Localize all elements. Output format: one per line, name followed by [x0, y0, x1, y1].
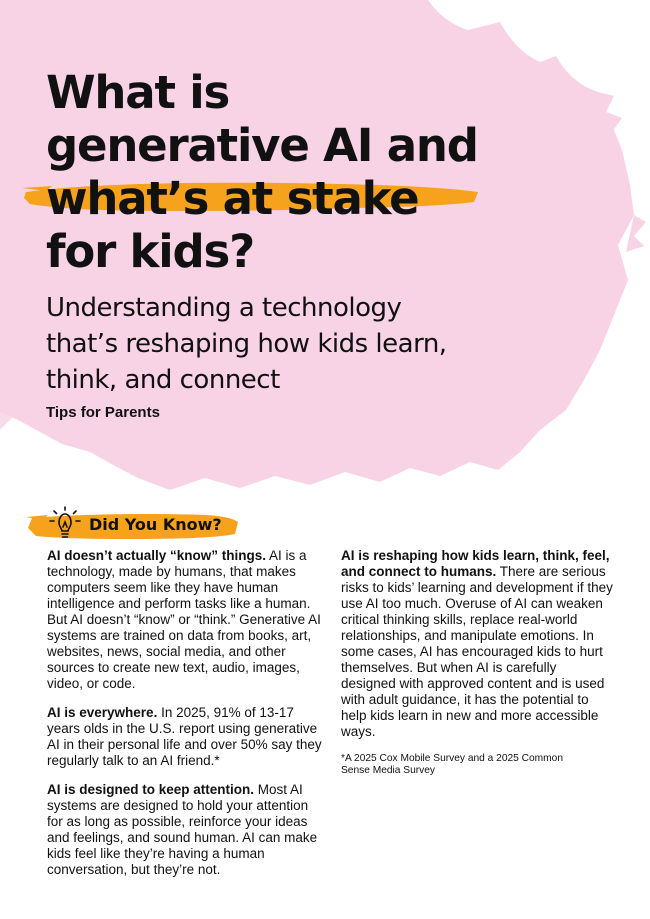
fact-paragraph — [47, 548, 325, 692]
fact-body: Most AI systems are designed to hold your attention for as long as possible, reinforce your ideas and feelings, and sound human. AI can make kids feel like they’re having a human conversation, but they’re not. — [47, 782, 318, 877]
title-line: what’s at stake — [46, 172, 419, 225]
title-line: generative AI and — [46, 119, 478, 172]
page-subtitle: Understanding a technology that’s reshaping how kids learn, think, and connect — [46, 293, 447, 395]
fact-lead: AI is reshaping how kids learn, think, feel, and connect to humans. — [341, 548, 610, 579]
tips-label: Tips for Parents — [46, 404, 160, 421]
fact-paragraph — [47, 705, 325, 769]
fact-lead: AI doesn’t actually “know” things. — [47, 548, 267, 563]
title-line: for kids? — [46, 225, 255, 278]
right-column — [341, 548, 613, 777]
fact-lead: AI is designed to keep attention. — [47, 782, 255, 797]
survey-footnote: *A 2025 Cox Mobile Survey and a 2025 Common Sense Media Survey — [341, 753, 563, 776]
fact-body: AI is a technology, made by humans, that makes computers seem like they have human intelligence and perform tasks like a human. But AI doesn’t “know” or “think.” Generative AI systems are trained on data from books, art, websites, news, social media, and other sources to create new text, audio, images, video, or code. — [47, 548, 321, 691]
fact-body: There are serious risks to kids’ learning and development if they use AI too much. Overuse of AI can weaken critical thinking skills, replace real-world relationships, and manipulate emotions. In some cases, AI has encouraged kids to hurt themselves. But when AI is carefully designed with approved content and is used with adult guidance, it has the potential to help kids learn in new and more accessible ways. — [341, 564, 613, 739]
page-title — [46, 66, 606, 278]
did-you-know-heading: Did You Know? — [89, 515, 222, 534]
title-line: What is — [46, 66, 230, 119]
fact-lead: AI is everywhere. — [47, 705, 158, 720]
left-column — [47, 548, 325, 891]
fact-paragraph — [341, 548, 613, 740]
lightbulb-icon — [48, 505, 82, 543]
fact-body: In 2025, 91% of 13-17 years olds in the U.S. report using generative AI in their personal life and over 50% say they regularly talk to an AI friend.* — [47, 705, 322, 768]
fact-paragraph — [47, 782, 325, 878]
